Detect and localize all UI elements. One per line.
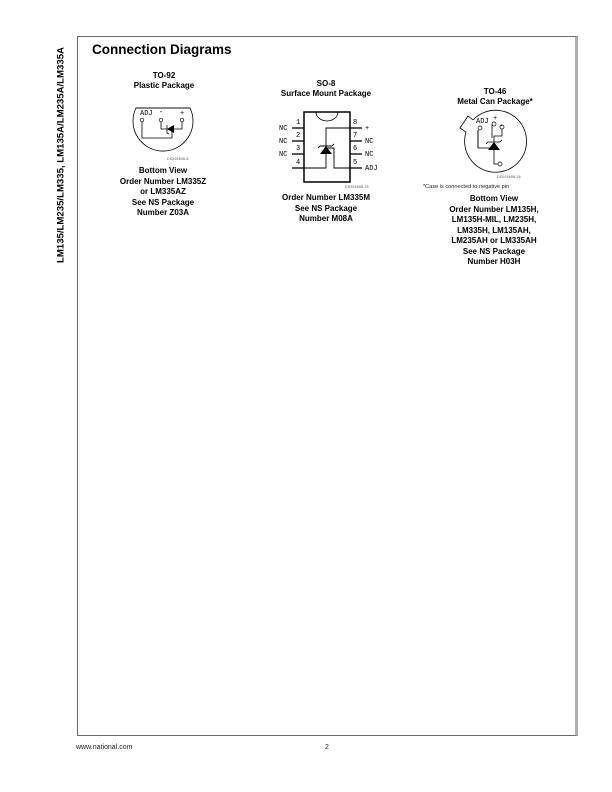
caption-line: Number Z03A bbox=[136, 208, 189, 217]
caption-line: See NS Package bbox=[294, 203, 358, 213]
to92-diagram bbox=[128, 96, 198, 156]
section-title: Connection Diagrams bbox=[92, 42, 232, 57]
caption-line: Order Number LM335Z bbox=[119, 176, 207, 186]
so8-pin-6-label: NC bbox=[365, 151, 374, 159]
caption-line: Number M08A bbox=[299, 214, 353, 223]
svg-text:+: + bbox=[180, 110, 185, 118]
so8-pin-8-num: 8 bbox=[353, 119, 358, 127]
side-title-text: LM135/LM235/LM335, LM135A/LM235A/LM335A bbox=[55, 47, 67, 263]
so8-drawing-code: DS005698-25 bbox=[345, 185, 369, 189]
caption-line: Bottom View bbox=[138, 166, 188, 175]
to92-subtitle: Plastic Package bbox=[133, 81, 195, 90]
caption-line: Bottom View bbox=[469, 194, 519, 203]
so8-name: SO-8 bbox=[316, 79, 336, 88]
so8-pin-5-num: 5 bbox=[353, 159, 358, 167]
so8-pin-6-num: 6 bbox=[353, 145, 358, 153]
to92-caption bbox=[108, 166, 218, 219]
so8-pin-8-label: + bbox=[365, 125, 370, 133]
to46-case-note: *Case is connected to negative pin bbox=[423, 184, 510, 190]
caption-line: See NS Package bbox=[462, 246, 526, 256]
svg-text:ADJ: ADJ bbox=[140, 110, 153, 118]
svg-text:-: - bbox=[159, 109, 164, 117]
to46-subtitle: Metal Can Package* bbox=[457, 97, 533, 106]
so8-pin-7-label: NC bbox=[365, 138, 374, 146]
so8-pin-7-num: 7 bbox=[353, 132, 358, 140]
svg-text:+: + bbox=[493, 115, 498, 123]
to46-header bbox=[440, 87, 550, 107]
so8-pin-2-num: 2 bbox=[296, 132, 301, 140]
svg-text:-: - bbox=[499, 123, 504, 131]
caption-line: Order Number LM135H, bbox=[449, 204, 539, 214]
so8-pin-1-label: NC bbox=[279, 125, 288, 133]
caption-line: Order Number LM335M bbox=[281, 193, 371, 202]
document-side-title bbox=[51, 30, 71, 280]
so8-diagram bbox=[276, 110, 381, 186]
caption-line: LM235AH or LM335AH bbox=[451, 236, 537, 245]
so8-pin-3-num: 3 bbox=[296, 145, 301, 153]
to46-caption bbox=[436, 194, 552, 268]
caption-line: Number H03H bbox=[467, 257, 521, 266]
caption-line: LM135H-MIL, LM235H, bbox=[451, 215, 537, 224]
so8-header bbox=[270, 79, 382, 99]
so8-pin-1-num: 1 bbox=[296, 119, 301, 127]
footer-page-number: 2 bbox=[325, 744, 329, 751]
caption-line: See NS Package bbox=[131, 197, 195, 207]
caption-line: or LM335AZ bbox=[140, 187, 186, 196]
to46-diagram bbox=[456, 108, 536, 178]
svg-text:ADJ: ADJ bbox=[476, 118, 489, 126]
to46-name: TO-46 bbox=[483, 87, 507, 96]
to92-name: TO-92 bbox=[152, 71, 176, 80]
so8-caption bbox=[266, 193, 386, 225]
so8-pin-4-num: 4 bbox=[296, 159, 301, 167]
to92-header bbox=[118, 71, 210, 91]
to92-drawing-code: DS005698-8 bbox=[167, 157, 189, 161]
so8-pin-2-label: NC bbox=[279, 138, 288, 146]
so8-pin-5-label: ADJ bbox=[365, 165, 378, 173]
footer-website-link[interactable]: www.national.com bbox=[76, 744, 133, 751]
to46-drawing-code: DS005698-26 bbox=[497, 175, 521, 179]
so8-pin-3-label: NC bbox=[279, 151, 288, 159]
so8-subtitle: Surface Mount Package bbox=[280, 89, 372, 98]
caption-line: LM335H, LM135AH, bbox=[457, 225, 531, 235]
